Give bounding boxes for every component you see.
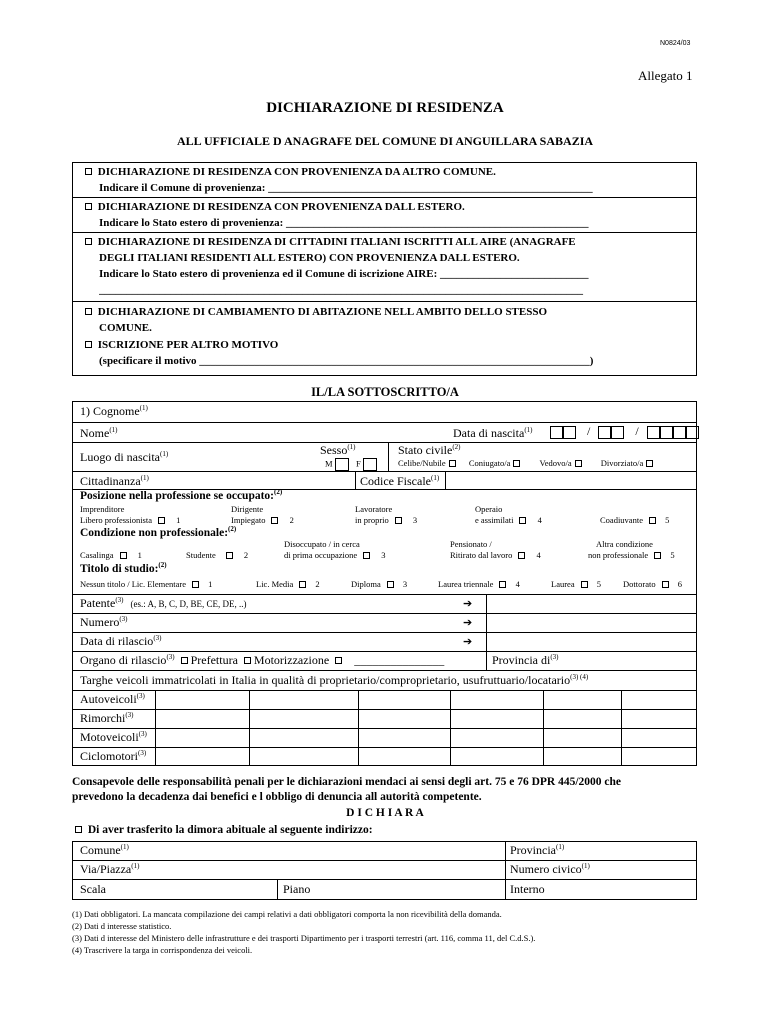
- option-estero[interactable]: DICHIARAZIONE DI RESIDENZA CON PROVENIENZA DALL ESTERO.: [82, 201, 465, 213]
- studio-option-3[interactable]: Diploma 3: [351, 579, 408, 589]
- checkbox-icon[interactable]: [581, 581, 588, 588]
- sesso-m[interactable]: M: [325, 458, 349, 471]
- studio-option-6[interactable]: Dottorato 6: [623, 579, 682, 589]
- numero-patente-field[interactable]: [488, 614, 696, 631]
- studio-title: Titolo di studio:$^{(2)}$: [80, 561, 167, 575]
- consapevole-text-2: prevedono la decadenza dai benefici e l obbligo di denuncia all autorità competente.: [72, 791, 482, 803]
- data-rilascio-label: Data di rilascio$^{(3)}$: [80, 634, 162, 648]
- luogo-nascita-label: Luogo di nascita$^{(1)}$: [80, 450, 169, 464]
- scala-label: Scala: [80, 882, 106, 896]
- cittadinanza-label: Cittadinanza$^{(1)}$: [80, 474, 149, 488]
- comune-provenienza-field[interactable]: Indicare il Comune di provenienza: ___________________________________________________________: [99, 182, 593, 194]
- civico-label: Numero civico$^{(1)}$: [510, 862, 590, 876]
- cognome-field[interactable]: [200, 402, 690, 421]
- comune-field[interactable]: [150, 842, 500, 859]
- checkbox-icon[interactable]: [646, 460, 653, 467]
- checkbox-icon[interactable]: [575, 460, 582, 467]
- piano-label: Piano: [283, 882, 311, 896]
- aire-field-line[interactable]: ________________________________________________________________________________________: [99, 284, 583, 296]
- footnote-4: (4) Trascrivere la targa in corrispondenza dei veicoli.: [72, 945, 253, 955]
- page-title: DICHIARAZIONE DI RESIDENZA: [266, 100, 504, 116]
- stato-civile-options[interactable]: Celibe/Nubile Coniugato/a Vedovo/a Divorziato/a: [398, 458, 656, 468]
- checkbox-icon[interactable]: [85, 308, 92, 315]
- allegato-label: Allegato 1: [638, 68, 693, 83]
- option-aire-line2: DEGLI ITALIANI RESIDENTI ALL ESTERO) CON PROVENIENZA DALL ESTERO.: [99, 252, 520, 264]
- checkbox-icon[interactable]: [662, 581, 669, 588]
- stato-provenienza-field[interactable]: Indicare lo Stato estero di provenienza: _______________________________________________________: [99, 217, 589, 229]
- cond-option-1[interactable]: Casalinga 1: [80, 550, 142, 560]
- cond-option-4[interactable]: Ritirato dal lavoro 4: [450, 550, 541, 560]
- checkbox-icon[interactable]: [85, 238, 92, 245]
- checkbox-icon[interactable]: [363, 552, 370, 559]
- cognome-label: 1) Cognome$^{(1)}$: [80, 404, 148, 418]
- trasferito-option[interactable]: Di aver trasferito la dimora abituale al seguente indirizzo:: [72, 824, 373, 836]
- via-label: Via/Piazza$^{(1)}$: [80, 862, 140, 876]
- sesso-label: Sesso$^{(1)}$: [320, 443, 356, 457]
- checkbox-icon[interactable]: [395, 517, 402, 524]
- checkbox-icon[interactable]: [158, 517, 165, 524]
- prof-option-1[interactable]: Libero professionista 1: [80, 515, 181, 525]
- stato-civile-label: Stato civile$^{(2)}$: [398, 443, 461, 457]
- studio-option-5[interactable]: Laurea 5: [551, 579, 601, 589]
- checkbox-icon[interactable]: [519, 517, 526, 524]
- option-altro-comune[interactable]: DICHIARAZIONE DI RESIDENZA CON PROVENIENZA DA ALTRO COMUNE.: [82, 166, 496, 178]
- checkbox-icon[interactable]: [499, 581, 506, 588]
- page-subtitle: ALL UFFICIALE D ANAGRAFE DEL COMUNE DI ANGUILLARA SABAZIA: [176, 134, 594, 148]
- option-aire[interactable]: DICHIARAZIONE DI RESIDENZA DI CITTADINI ITALIANI ISCRITTI ALL AIRE (ANAGRAFE: [82, 236, 576, 248]
- option-cambio-line2: COMUNE.: [99, 322, 152, 334]
- checkbox-icon[interactable]: [85, 203, 92, 210]
- checkbox-icon[interactable]: [518, 552, 525, 559]
- option-cambio-abitazione[interactable]: DICHIARAZIONE DI CAMBIAMENTO DI ABITAZIONE NELL AMBITO DELLO STESSO: [82, 306, 547, 318]
- cond-pensionato-label: Pensionato /: [450, 539, 492, 549]
- prof-option-3[interactable]: in proprio 3: [355, 515, 418, 525]
- prof-option-5[interactable]: Coadiuvante 5: [600, 515, 670, 525]
- checkbox-icon[interactable]: [75, 826, 82, 833]
- cond-option-5[interactable]: non professionale 5: [588, 550, 675, 560]
- motivo-field[interactable]: (specificare il motivo _______________________________________________________________________): [99, 355, 594, 367]
- checkbox-icon[interactable]: [335, 657, 342, 664]
- interno-label: Interno: [510, 882, 545, 896]
- checkbox-icon[interactable]: [226, 552, 233, 559]
- aire-field[interactable]: Indicare lo Stato estero di provenienza ed il Comune di iscrizione AIRE: ___________________________: [99, 268, 589, 280]
- via-field[interactable]: [150, 861, 500, 878]
- checkbox-icon[interactable]: [271, 517, 278, 524]
- veicoli-title: Targhe veicoli immatricolati in Italia in qualità di proprietario/comproprietario, usufruttuario/locatario$^{(3) (4)}$: [80, 673, 589, 687]
- data-nascita-field[interactable]: / /: [550, 424, 699, 439]
- checkbox-icon[interactable]: [192, 581, 199, 588]
- ciclomotori-label: Ciclomotori$^{(3)}$: [80, 749, 147, 763]
- condizione-title: Condizione non professionale:$^{(2)}$: [80, 525, 237, 539]
- checkbox-icon[interactable]: [649, 517, 656, 524]
- footnote-2: (2) Dati d interesse statistico.: [72, 921, 172, 931]
- organo-altro-field[interactable]: _______________: [354, 653, 445, 667]
- checkbox-icon[interactable]: [120, 552, 127, 559]
- studio-option-4[interactable]: Laurea triennale 4: [438, 579, 520, 589]
- checkbox-icon[interactable]: [244, 657, 251, 664]
- prof-lavoratore-label: Lavoratore: [355, 504, 393, 514]
- arrow-right-icon: ➔: [463, 617, 473, 629]
- studio-option-1[interactable]: Nessun titolo / Lic. Elementare 1: [80, 579, 213, 589]
- checkbox-icon[interactable]: [449, 460, 456, 467]
- comune-label: Comune$^{(1)}$: [80, 843, 129, 857]
- data-rilascio-field[interactable]: [488, 633, 696, 650]
- cond-option-3[interactable]: di prima occupazione 3: [284, 550, 386, 560]
- checkbox-icon[interactable]: [299, 581, 306, 588]
- organo-rilascio-row: Organo di rilascio$^{(3)}$ Prefettura Motorizzazione _______________: [80, 653, 445, 667]
- footnote-1: (1) Dati obbligatori. La mancata compilazione dei campi relativi a dati obbligatori comporta la non ricevibilità della domanda.: [72, 909, 502, 919]
- footnote-3: (3) Dati d interesse del Ministero delle infrastrutture e dei trasporti Dipartimento per i trasporti terrestri (art. 116, comma 11, del C.d.S.).: [72, 933, 536, 943]
- cond-option-2[interactable]: Studente 2: [186, 550, 249, 560]
- provincia-rilascio-label: Provincia $di^{(3)}$: [492, 653, 559, 667]
- form-code: N0824/03: [660, 40, 691, 47]
- autoveicoli-label: Autoveicoli$^{(3)}$: [80, 692, 145, 706]
- checkbox-icon[interactable]: [387, 581, 394, 588]
- sesso-f[interactable]: F: [356, 458, 377, 471]
- arrow-right-icon: ➔: [463, 598, 473, 610]
- sottoscritto-heading: IL/LA SOTTOSCRITTO/A: [311, 385, 459, 399]
- professione-title: Posizione nella professione se occupato:$^{(2)}$: [80, 488, 283, 502]
- checkbox-icon[interactable]: [85, 341, 92, 348]
- consapevole-text-1: Consapevole delle responsabilità penali per le dichiarazioni mendaci ai sensi degli art. 75 e 76 DPR 445/2000 che: [72, 776, 622, 788]
- data-nascita-label: Data di nascita$^{(1)}$: [453, 426, 533, 440]
- checkbox-icon[interactable]: [654, 552, 661, 559]
- checkbox-icon[interactable]: [513, 460, 520, 467]
- checkbox-icon[interactable]: [85, 168, 92, 175]
- studio-option-2[interactable]: Lic. Media 2: [256, 579, 320, 589]
- checkbox-icon[interactable]: [181, 657, 188, 664]
- prof-option-2[interactable]: Impiegato 2: [231, 515, 294, 525]
- prof-imprenditore-label: Imprenditore: [80, 504, 125, 514]
- arrow-right-icon: ➔: [463, 636, 473, 648]
- patente-label: Patente$^{(3)}$ (es.: A, B, C, D, BE, CE, DE, ..): [80, 596, 247, 610]
- cond-disoccupato-label: Disoccupato / in cerca: [284, 539, 360, 549]
- dichiara-heading: D I C H I A R A: [346, 807, 424, 819]
- option-altro-motivo[interactable]: ISCRIZIONE PER ALTRO MOTIVO: [82, 339, 278, 351]
- nome-field[interactable]: [130, 423, 440, 441]
- patente-field[interactable]: [488, 595, 696, 612]
- prof-option-4[interactable]: e assimilati 4: [475, 515, 542, 525]
- nome-label: Nome$^{(1)}$: [80, 426, 118, 440]
- rimorchi-label: Rimorchi$^{(3)}$: [80, 711, 134, 725]
- provincia-label: Provincia$^{(1)}$: [510, 843, 565, 857]
- prof-dirigente-label: Dirigente: [231, 504, 264, 514]
- motoveicoli-label: Motoveicoli$^{(3)}$: [80, 730, 147, 744]
- prof-operaio-label: Operaio: [475, 504, 503, 514]
- codice-fiscale-field[interactable]: [446, 472, 696, 488]
- numero-patente-label: Numero$^{(3)}$: [80, 615, 128, 629]
- codice-fiscale-label: Codice Fiscale$^{(1)}$: [360, 474, 440, 488]
- cond-altra-label: Altra condizione: [596, 539, 653, 549]
